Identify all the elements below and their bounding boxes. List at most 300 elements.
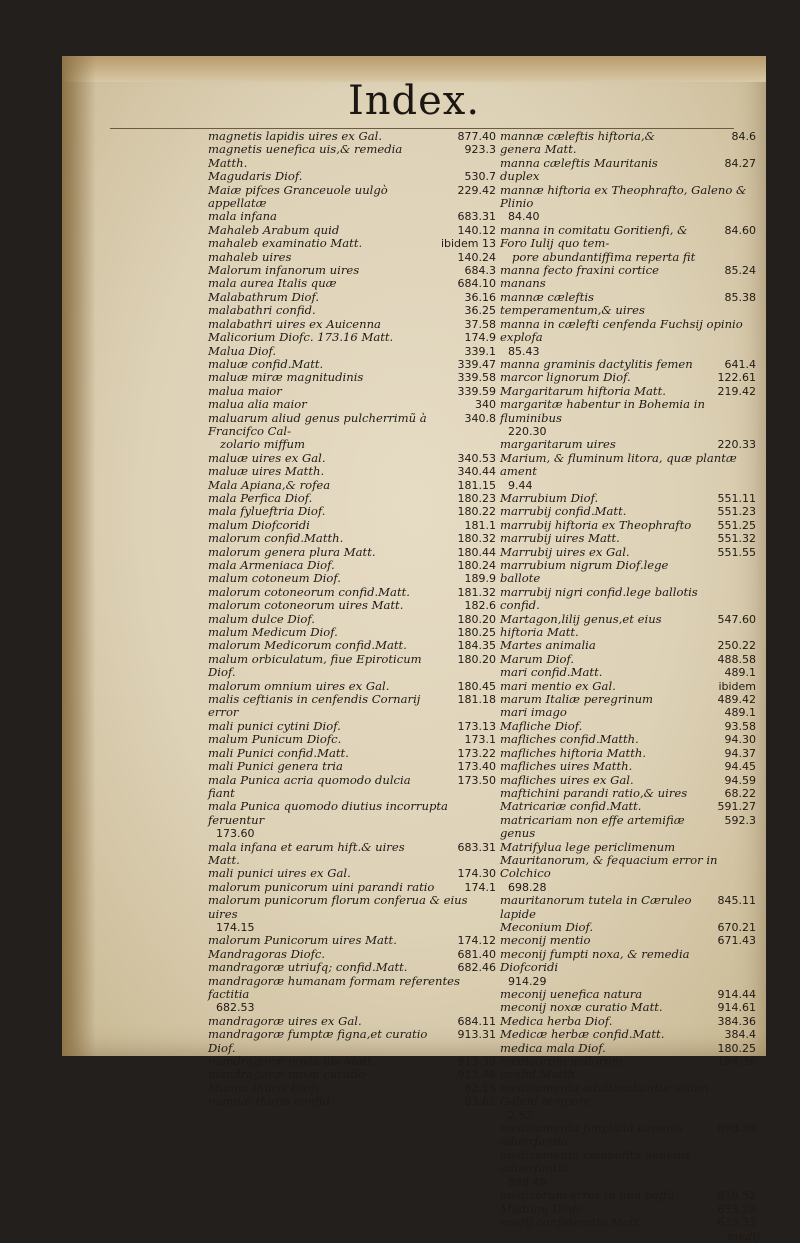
entry-text: marum Italiæ peregrinum <box>500 692 654 707</box>
index-entry <box>208 371 496 384</box>
entry-text: Mafliche Diof. <box>500 718 583 733</box>
entry-text: maluæ confid.Matt. <box>208 356 324 371</box>
entry-text: medij confideratio Matt. <box>500 1214 643 1229</box>
entry-reference: 339.59 <box>457 384 496 398</box>
entry-reference: 94.59 <box>724 773 756 787</box>
entry-reference: 592.3 <box>724 813 756 827</box>
entry-text: malorum cotoneorum uires Matt. <box>208 598 404 613</box>
index-entry <box>500 1216 756 1229</box>
index-entry <box>208 237 496 250</box>
entry-text: maftichini parandi ratio,& uires <box>500 785 688 800</box>
index-entry <box>500 358 756 371</box>
index-entry <box>208 130 496 143</box>
entry-text: malorum punicorum florum conferua & eius uires <box>208 893 468 921</box>
entry-reference: 180.25 <box>457 626 496 640</box>
entry-text-continued: zolario miffum <box>220 437 306 452</box>
entry-text: malorum confid.Matth. <box>208 531 344 546</box>
entry-reference: 810.52 <box>717 1189 756 1203</box>
index-entry <box>500 184 756 224</box>
entry-text: Marium, & fluminum litora, quæ plantæ ament <box>500 450 737 479</box>
entry-text: malum orbiculatum, fiue Epiroticum Diof. <box>208 651 422 680</box>
entry-text: margaritarum uires <box>500 437 616 452</box>
entry-text: mahaleb uires <box>208 249 292 264</box>
entry-reference: 84.6 <box>731 130 756 143</box>
entry-reference: 180.22 <box>457 505 496 519</box>
entry-reference: 384.36 <box>717 1014 756 1028</box>
entry-reference: 181.18 <box>457 693 496 707</box>
index-entry <box>208 626 496 639</box>
entry-text: Martes animalia <box>500 638 596 653</box>
entry-text: medicamenta compofita uenenis aduerfantia. <box>500 1147 691 1176</box>
index-entry <box>208 559 496 572</box>
entry-text: malorum punicorum uini parandi ratio <box>208 879 435 894</box>
entry-reference: 698.28 <box>508 880 547 894</box>
entry-text: manna in cælefti cenfenda Fuchsij opinio explofa <box>500 316 743 345</box>
entry-reference: 84.40 <box>508 210 540 224</box>
entry-reference: 229.42 <box>457 183 496 197</box>
index-entry <box>208 572 496 585</box>
entry-reference: 180.32 <box>457 532 496 546</box>
entry-reference: 180.23 <box>457 491 496 505</box>
entry-text: malua maior <box>208 383 282 398</box>
index-entry <box>500 1042 756 1055</box>
entry-reference: 85.43 <box>508 344 540 358</box>
entry-reference: 184.35 <box>457 639 496 653</box>
entry-text: mandragoræ noxia uis Matt. <box>208 1054 376 1069</box>
entry-reference: 914.44 <box>717 988 756 1001</box>
entry-reference: 250.22 <box>717 639 756 653</box>
index-entry <box>500 1055 756 1082</box>
entry-reference: 682.53 <box>216 1001 255 1015</box>
entry-text: malorum Medicorum confid.Matt. <box>208 638 407 653</box>
entry-text: mandragoræ uires ex Gal. <box>208 1013 362 1028</box>
entry-text: Malicorium Diofc. 173.16 Matt. <box>208 330 394 345</box>
index-entry <box>500 532 756 545</box>
entry-text: magnetis lapidis uires ex Gal. <box>208 129 383 143</box>
entry-reference: 173.22 <box>457 746 496 760</box>
entry-reference: 36.16 <box>464 290 496 304</box>
entry-reference: 94.30 <box>724 733 756 747</box>
index-page <box>62 56 766 1243</box>
entry-reference: 2.52 <box>508 1108 533 1122</box>
catchword: medij <box>727 1229 760 1243</box>
entry-text: malorum cotoneorum confid.Matt. <box>208 584 410 599</box>
entry-text: mandragoræ fumptæ figna,et curatio Diof. <box>208 1027 428 1055</box>
entry-text: marrubium nigrum Diof.lege ballote <box>500 558 669 586</box>
entry-reference: 140.12 <box>457 223 496 237</box>
entry-reference: 913.38 <box>457 1055 496 1069</box>
entry-reference: 914.29 <box>508 974 547 988</box>
entry-text: mali punici uires ex Gal. <box>208 866 351 881</box>
index-entry <box>208 143 496 170</box>
entry-reference: 85.24 <box>724 264 756 278</box>
index-entry <box>500 921 756 934</box>
entry-text: Medium Diofc. <box>500 1201 587 1216</box>
entry-text: Mauritanorum, & fequacium error in Colchico <box>500 852 718 881</box>
index-entry <box>500 800 756 813</box>
entry-reference: 174.12 <box>457 934 496 948</box>
entry-text: medica mala Diof. <box>500 1040 606 1055</box>
entry-reference: 340.44 <box>457 465 496 479</box>
index-column-left <box>208 130 496 1109</box>
entry-text: Manna thuris Diofc. <box>208 1080 326 1095</box>
entry-reference: 339.47 <box>457 357 496 371</box>
entry-reference: 913.46 <box>457 1068 496 1082</box>
entry-text: mala Perfica Diof. <box>208 490 313 505</box>
entry-reference: 93.58 <box>724 719 756 733</box>
index-entry <box>208 948 496 961</box>
index-entry <box>208 800 496 840</box>
entry-text: matricariam non effe artemifiæ genus <box>500 812 685 841</box>
entry-reference: 681.40 <box>457 947 496 961</box>
entry-text-continued: pore abundantiffima reperta fit <box>512 249 696 264</box>
entry-text: Marrubium Diof. <box>500 490 599 505</box>
entry-reference: 671.43 <box>717 934 756 948</box>
entry-reference: 37.58 <box>464 317 496 331</box>
index-entry <box>208 881 496 894</box>
entry-reference: 684.11 <box>457 1014 496 1028</box>
entry-text: mari mentio ex Gal. <box>500 678 616 693</box>
index-entry <box>500 224 756 264</box>
entry-reference: 633.33 <box>717 1215 756 1229</box>
entry-text: malua alia maior <box>208 397 307 412</box>
entry-reference: 94.45 <box>724 760 756 774</box>
entry-text: manna cæleftis Mauritanis duplex <box>500 155 658 184</box>
entry-text: mala Punica quomodo diutius incorrupta feruentur <box>208 799 448 827</box>
entry-text: mala Armeniaca Diof. <box>208 558 335 572</box>
entry-text: Magudaris Diof. <box>208 169 303 184</box>
entry-reference: 340 <box>475 398 496 412</box>
index-entry <box>208 184 496 211</box>
index-entry <box>208 398 496 411</box>
entry-reference: 94.37 <box>724 746 756 760</box>
entry-reference: 174.9 <box>464 331 496 345</box>
entry-text: mahaleb examinatio Matt. <box>208 236 363 251</box>
index-entry <box>208 934 496 947</box>
entry-reference: 641.4 <box>724 357 756 371</box>
index-entry <box>208 412 496 452</box>
index-entry <box>500 1015 756 1028</box>
entry-reference: 84.27 <box>724 156 756 170</box>
entry-text: Matricariæ confid.Matt. <box>500 799 642 814</box>
entry-text: medicorum malorum confid.Matth. <box>500 1054 623 1082</box>
entry-reference: 173.60 <box>216 827 255 841</box>
entry-text: mauritanorum tutela in Cæruleo lapide <box>500 893 692 921</box>
entry-reference: 339.58 <box>457 371 496 385</box>
entry-text: mandragoræ utriufq; confid.Matt. <box>208 960 408 975</box>
entry-text: Marrubij uires ex Gal. <box>500 544 630 559</box>
index-entry <box>208 747 496 760</box>
index-entry <box>500 130 756 157</box>
index-entry <box>208 760 496 773</box>
entry-text: medicamenta fimplicia uenenis aduerfantia <box>500 1121 684 1149</box>
index-entry <box>500 291 756 318</box>
entry-reference: 36.25 <box>464 304 496 318</box>
index-entry <box>208 318 496 331</box>
index-entry <box>208 975 496 1015</box>
entry-reference: 339.1 <box>464 344 496 358</box>
index-entry <box>208 586 496 599</box>
index-entry <box>208 452 496 465</box>
entry-reference: 220.30 <box>508 424 547 438</box>
entry-reference: 845.11 <box>717 894 756 908</box>
entry-text: manna graminis dactylitis femen <box>500 356 693 371</box>
entry-reference: 633.28 <box>717 1202 756 1216</box>
entry-text: mari confid.Matt. <box>500 665 603 680</box>
entry-text: mannæ cæleftis temperamentum,& uires <box>500 289 645 318</box>
entry-text: Marum Diof. <box>500 651 575 666</box>
entry-reference: 683.31 <box>457 210 496 224</box>
entry-reference: ibidem 13 <box>440 237 496 251</box>
entry-text: mandragoræ humanam formam referentes factitia <box>208 973 460 1001</box>
entry-text: meconij fumpti noxa, & remedia Diofcoridi <box>500 946 690 975</box>
index-entry <box>208 733 496 746</box>
entry-text: marrubij hiftoria ex Theophrafto <box>500 517 692 532</box>
index-entry <box>208 720 496 733</box>
index-entry <box>208 519 496 532</box>
entry-text: marcor lignorum Diof. <box>500 370 631 385</box>
entry-reference: 551.32 <box>717 532 756 546</box>
entry-text: malum Diofcoridi <box>208 517 310 532</box>
entry-text: mannæ hiftoria ex Theophrafto, Galeno & Plinio <box>500 182 747 211</box>
index-entry <box>208 841 496 868</box>
entry-text: mari imago <box>500 705 567 720</box>
entry-text: Mala Apiana,& rofea <box>208 477 331 492</box>
index-entry <box>500 385 756 398</box>
entry-text: manna fecto fraxini cortice manans <box>500 263 659 291</box>
entry-reference: 877.40 <box>457 130 496 143</box>
entry-text: malabathri confid. <box>208 303 316 318</box>
entry-text: Margaritarum hiftoria Matt. <box>500 383 666 398</box>
entry-reference: 489.42 <box>717 693 756 707</box>
index-entry <box>500 1189 756 1202</box>
index-entry <box>500 1122 756 1149</box>
entry-text: Matrifylua lege periclimenum <box>500 839 676 854</box>
index-entry <box>208 170 496 183</box>
index-entry <box>208 613 496 626</box>
entry-text: marrubij nigri confid.lege ballotis confid. <box>500 584 698 613</box>
index-entry <box>208 277 496 290</box>
index-entry <box>208 291 496 304</box>
entry-reference: 83.61 <box>464 1095 496 1109</box>
index-entry <box>208 479 496 492</box>
entry-reference: 181.15 <box>457 478 496 492</box>
entry-reference: 530.7 <box>464 170 496 184</box>
entry-reference: 180.44 <box>457 545 496 559</box>
entry-reference: 682.46 <box>457 961 496 975</box>
entry-reference: 173.1 <box>464 733 496 747</box>
index-entry <box>208 251 496 264</box>
index-entry <box>500 264 756 291</box>
index-entry <box>500 653 756 666</box>
entry-reference: ibidem <box>718 679 756 693</box>
entry-reference: 913.31 <box>457 1028 496 1042</box>
index-entry <box>500 733 756 746</box>
entry-reference: 489.1 <box>724 666 756 680</box>
index-entry <box>208 1028 496 1055</box>
entry-text: mafliches uires Matth. <box>500 759 633 774</box>
entry-text: mafliches hiftoria Matth. <box>500 745 647 760</box>
entry-text: malum Punicum Diofc. <box>208 732 342 747</box>
entry-text: malis ceftianis in cenfendis Cornarij error <box>208 692 421 720</box>
entry-reference: 684.10 <box>457 277 496 291</box>
index-entry <box>208 894 496 934</box>
entry-text: mandragoræ noxæ curatio <box>208 1067 366 1082</box>
entry-reference: 9.44 <box>508 478 533 492</box>
entry-text: mala Punica acria quomodo dulcia fiant <box>208 772 411 800</box>
entry-text: margaritæ habentur in Bohemia in fluminibus <box>500 397 705 425</box>
binding-shadow <box>62 56 96 1056</box>
entry-text: maluæ miræ magnitudinis <box>208 370 364 385</box>
index-entry <box>500 1203 756 1216</box>
index-entry <box>500 814 756 841</box>
index-entry <box>500 948 756 988</box>
index-entry <box>500 760 756 773</box>
entry-reference: 220.33 <box>717 438 756 452</box>
index-entry <box>208 264 496 277</box>
index-entry <box>208 639 496 652</box>
entry-text: mafliches confid.Matth. <box>500 732 639 747</box>
entry-text: malorum Punicorum uires Matt. <box>208 933 397 948</box>
entry-reference: 551.23 <box>717 505 756 519</box>
entry-reference: 182.6 <box>464 599 496 613</box>
entry-reference: 340.53 <box>457 451 496 465</box>
index-entry <box>500 586 756 613</box>
entry-text: malorum omnium uires ex Gal. <box>208 678 390 693</box>
index-entry <box>208 1055 496 1068</box>
index-entry <box>500 1001 756 1014</box>
entry-text: maluæ uires Matth. <box>208 464 325 479</box>
index-entry <box>208 224 496 237</box>
entry-text: Medica herba Diof. <box>500 1013 613 1028</box>
entry-reference: 181.32 <box>457 585 496 599</box>
entry-reference: 85.38 <box>724 290 756 304</box>
entry-reference: 181.1 <box>464 518 496 532</box>
entry-reference: 684.3 <box>464 264 496 278</box>
entry-reference: 384.4 <box>724 1028 756 1042</box>
index-entry <box>500 559 756 586</box>
index-entry <box>500 519 756 532</box>
index-entry <box>500 505 756 518</box>
index-entry <box>500 693 756 706</box>
index-entry <box>208 304 496 317</box>
entry-text: marrubij confid.Matt. <box>500 504 627 519</box>
entry-reference: 180.25 <box>717 1041 756 1055</box>
entry-reference: 180.20 <box>457 612 496 626</box>
entry-text: malum cotoneum Diof. <box>208 571 341 586</box>
index-entry <box>208 385 496 398</box>
index-entry <box>500 988 756 1001</box>
entry-text: Maiæ pifces Granceuole uulgò appellatæ <box>208 182 388 211</box>
entry-text: Mandragoras Diofc. <box>208 946 326 961</box>
index-entry <box>208 505 496 518</box>
index-column-right <box>500 130 756 1229</box>
page-title: Index. <box>347 78 481 124</box>
index-entry <box>208 331 496 344</box>
entry-text: mali punici cytini Diof. <box>208 718 341 733</box>
entry-reference: 174.30 <box>457 867 496 881</box>
index-entry <box>208 653 496 680</box>
index-entry <box>208 1015 496 1028</box>
entry-text: meconij uenefica natura <box>500 987 643 1001</box>
index-entry <box>500 934 756 947</box>
index-entry <box>208 345 496 358</box>
entry-reference: 489.1 <box>724 706 756 720</box>
index-entry <box>500 841 756 854</box>
index-entry <box>500 720 756 733</box>
entry-reference: 180.45 <box>457 679 496 693</box>
index-entry <box>500 666 756 679</box>
entry-reference: 184.36 <box>717 1055 756 1069</box>
entry-reference: 898.30 <box>717 1122 756 1136</box>
entry-reference: 122.61 <box>717 371 756 385</box>
entry-reference: 898.49 <box>508 1175 547 1189</box>
entry-text: mali Punici confid.Matt. <box>208 745 349 760</box>
index-entry <box>500 894 756 921</box>
entry-text: malabathri uires ex Auicenna <box>208 316 381 331</box>
entry-reference: 591.27 <box>717 800 756 814</box>
index-entry <box>500 706 756 719</box>
index-entry <box>208 1082 496 1095</box>
entry-text: Meconium Diof. <box>500 919 594 934</box>
entry-text: meconij mentio <box>500 933 591 948</box>
index-entry <box>208 546 496 559</box>
entry-reference: 173.13 <box>457 719 496 733</box>
entry-text: mala fylueftria Diof. <box>208 504 326 519</box>
index-entry <box>500 157 756 184</box>
index-entry <box>208 492 496 505</box>
entry-reference: 84.60 <box>724 223 756 237</box>
index-entry <box>208 465 496 478</box>
entry-text: Malua Diof. <box>208 343 277 358</box>
index-entry <box>500 546 756 559</box>
entry-text: magnetis uenefica uis,& remedia Matth. <box>208 142 403 170</box>
entry-text: mala infana <box>208 209 277 224</box>
index-entry <box>500 774 756 787</box>
entry-text: Medicæ herbæ confid.Matt. <box>500 1027 665 1042</box>
entry-text: Malabathrum Diof. <box>208 289 320 304</box>
entry-text: malum dulce Diof. <box>208 611 315 626</box>
index-entry <box>500 1028 756 1041</box>
entry-reference: 174.15 <box>216 920 255 934</box>
entry-text: Martagon,lilij genus,et eius hiftoria Matt. <box>500 611 662 640</box>
entry-reference: 551.25 <box>717 518 756 532</box>
entry-text: mala infana et earum hift.& uires Matt. <box>208 839 405 867</box>
entry-reference: 189.9 <box>464 572 496 586</box>
entry-text: maluæ uires ex Gal. <box>208 450 326 465</box>
entry-text: mala aurea Italis quæ <box>208 276 337 291</box>
entry-text: Malorum infanorum uires <box>208 263 360 278</box>
index-entry <box>208 358 496 371</box>
entry-reference: 547.60 <box>717 612 756 626</box>
index-entry <box>208 693 496 720</box>
entry-text: meconij noxæ curatio Matt. <box>500 1000 663 1015</box>
entry-text: maluarum aliud genus pulcherrimũ à Francifco Cal- <box>208 410 427 438</box>
index-entry <box>500 680 756 693</box>
index-entry <box>500 854 756 894</box>
entry-text: mannæ cæleftis hiftoria,& genera Matt. <box>500 129 655 157</box>
entry-text: malum Medicum Diof. <box>208 625 338 640</box>
entry-reference: 173.40 <box>457 760 496 774</box>
entry-text: medicamenta adulterabantur etiam Galeni tempore <box>500 1080 709 1109</box>
entry-reference: 173.50 <box>457 773 496 787</box>
entry-reference: 670.21 <box>717 920 756 934</box>
entry-reference: 683.31 <box>457 840 496 854</box>
index-entry <box>208 774 496 801</box>
index-entry <box>208 1095 496 1108</box>
entry-text: Mahaleb Arabum quid <box>208 222 340 237</box>
index-entry <box>500 438 756 451</box>
